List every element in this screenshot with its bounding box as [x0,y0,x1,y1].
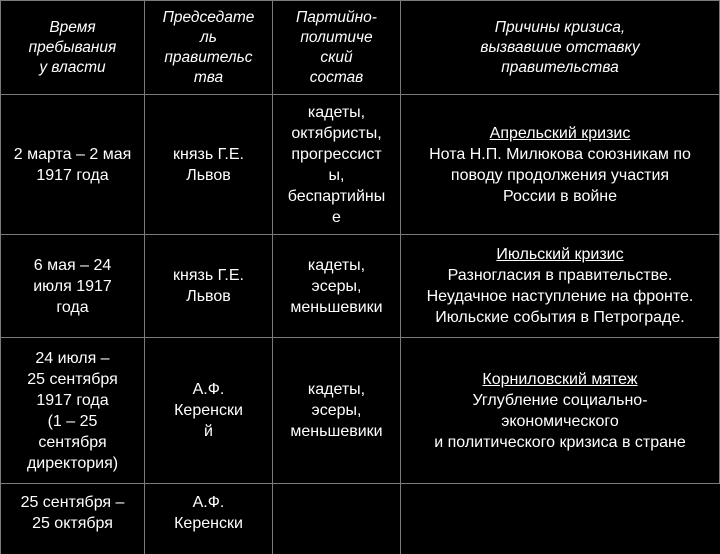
row4-period [0,484,145,554]
row3-crisis [401,338,720,484]
header-crisis [401,0,720,95]
row1-period-text: 2 марта – 2 мая 1917 года [13,145,132,184]
row2-parties [273,235,401,338]
row4-chair [145,484,273,554]
row1-parties [273,95,401,235]
row3-chair-text: А.Ф. Керенски й [174,381,243,440]
row4-chair-text: А.Ф. Керенски [174,494,243,532]
row1-crisis-title: Апрельский кризис [489,124,631,142]
row2-crisis-title: Июльский кризис [496,246,624,263]
header-parties-text: Партийно- политиче ский состав [296,8,377,86]
header-crisis-text: Причины кризиса, вызвавшие отставку правительства [480,18,640,76]
row1-chair [145,95,273,235]
row3-crisis-text: Углубление социально- экономического и политического кризиса в стране [434,391,686,451]
row2-parties-text: кадеты, эсеры, меньшевики [290,256,383,316]
row2-chair [145,235,273,338]
row4-period-text: 25 сентября – 25 октября [20,494,125,532]
row1-chair-text: князь Г.Е. Львов [173,145,244,184]
header-chair [145,0,273,95]
row2-period [0,235,145,338]
row3-chair [145,338,273,484]
header-parties [273,0,401,95]
row3-period-text: 24 июля – 25 сентября 1917 года (1 – 25 сентября директория) [26,349,119,472]
row3-parties [273,338,401,484]
row3-parties-text: кадеты, эсеры, меньшевики [290,381,383,440]
row1-crisis-text: Нота Н.П. Милюкова союзникам по поводу продолжения участия России в войне [429,145,691,205]
row1-crisis [401,95,720,235]
row3-crisis-title: Корниловский мятеж [482,370,638,388]
row1-parties-text: кадеты, октябристы, прогрессист ы, беспартийны е [287,103,386,226]
row3-period [0,338,145,484]
row2-period-text: 6 мая – 24 июля 1917 года [33,256,112,316]
row2-crisis [401,235,720,338]
header-period-text: Время пребывания у власти [28,18,117,76]
header-chair-text: Председате ль правительс тва [162,8,255,86]
row2-crisis-text: Разногласия в правительстве. Неудачное наступление на фронте. Июльские события в Петрограде. [426,267,694,326]
row2-chair-text: князь Г.Е. Львов [173,267,244,305]
row1-period [0,95,145,235]
row4-crisis [401,484,720,554]
row4-parties [273,484,401,554]
header-period [0,0,145,95]
